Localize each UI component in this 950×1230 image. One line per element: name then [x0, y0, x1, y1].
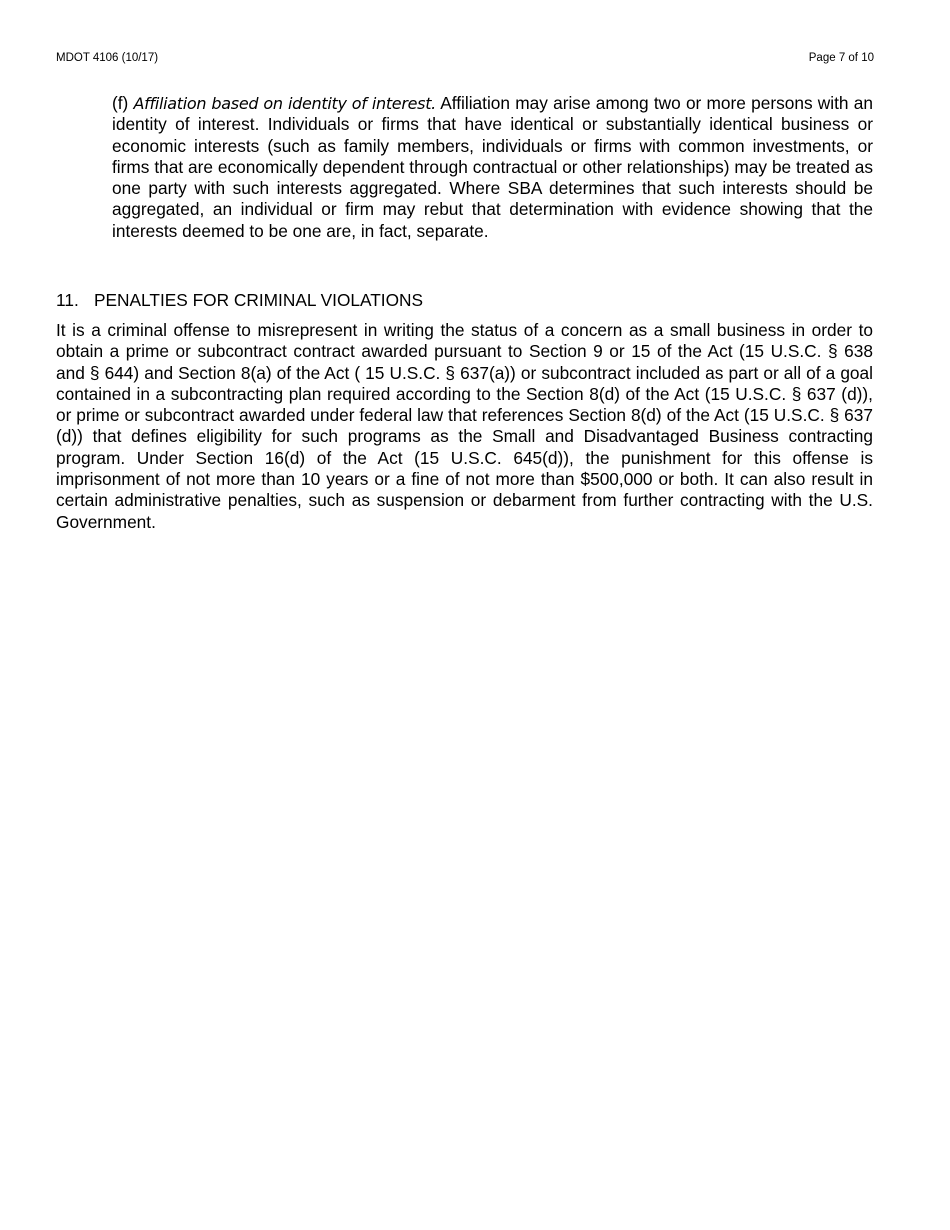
penalties-paragraph: It is a criminal offense to misrepresent in writing the status of a concern as a small business in order to obtain a prime or subcontract contract awarded pursuant to Section 9 or 15 of the Act (15 U.S.C. § 638 and § 644) and Section 8(a) of the Act ( 15 U.S.C. § 637(a)) or subcontract included as part or all of a goal contained in a subcontracting plan required according to the Section 8(d) of the Act (15 U.S.C. § 637 (d)), or prime or subcontract awarded under federal law that references Section 8(d) of the Act (15 U.S.C. § 637 (d)) that defines eligibility for such programs as the Small and Disadvantaged Business contracting program. Under Section 16(d) of the Act (15 U.S.C. 645(d)), the punishment for this offense is imprisonment of not more than 10 years or a fine of not more than $500,000 or both. It can also result in certain administrative penalties, such as suspension or debarment from further contracting with the U.S. Government.: [56, 320, 873, 532]
affiliation-body: Affiliation may arise among two or more persons with an identity of interest. Individuals or firms that have identical or substantially identical business or economic interests (such as family members, individuals or firms with common investments, or firms that are economically dependent through contractual or other relationships) may be treated as one party with such interests aggregated. Where SBA determines that such interests should be aggregated, an individual or firm may rebut that determination with evidence showing that the interests deemed to be one are, in fact, separate.: [112, 93, 873, 241]
affiliation-title: Affiliation based on identity of interest.: [133, 94, 436, 113]
section-number: 11.: [56, 290, 79, 310]
page-number: Page 7 of 10: [808, 52, 874, 64]
section-heading: [56, 290, 423, 311]
affiliation-prefix: (f): [112, 93, 134, 113]
form-id: MDOT 4106 (10/17): [56, 52, 159, 64]
section-title: PENALTIES FOR CRIMINAL VIOLATIONS: [94, 290, 424, 310]
affiliation-paragraph: [112, 93, 873, 242]
